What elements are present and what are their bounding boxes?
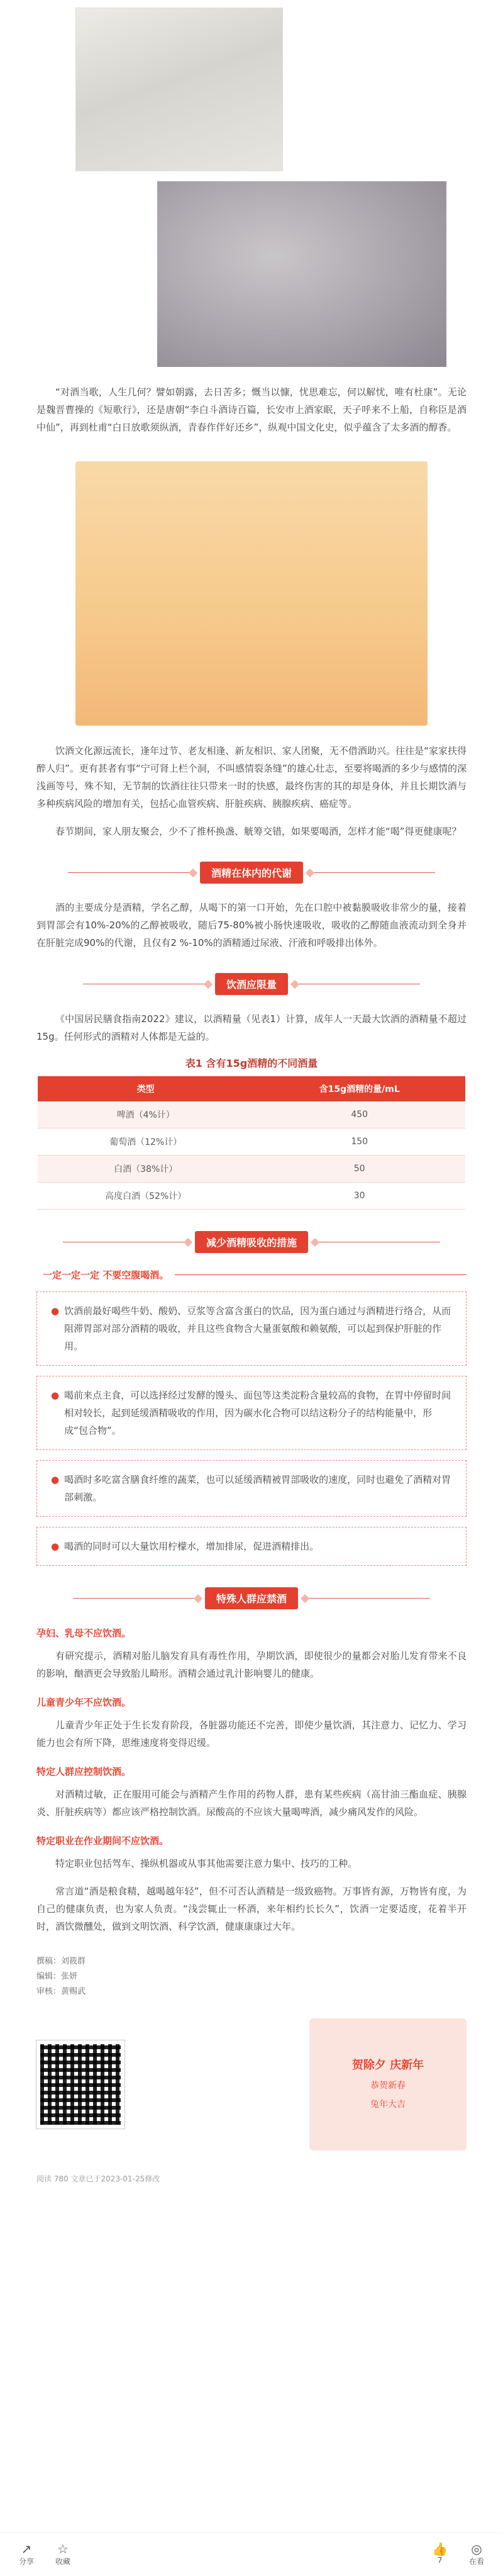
credit-line: 撰稿：刘筱群: [36, 1957, 86, 1966]
bottom-card: [36, 2018, 467, 2151]
action-group-right: [432, 2542, 484, 2567]
metabolism-text: 酒的主要成分是酒精，学名乙醇，从喝下的第一口开始，先在口腔中被黏膜吸收非常少的量，接着到胃部会有10%-20%的乙醇被吸收，随后75-80%被小肠快速吸收，吸收的乙醇随血液流动到全身并在肝脏完成90%的代谢，且仅有2 %-10%的酒精通过尿液、汗液和呼吸排出体外。: [36, 902, 467, 948]
special-text: 对酒精过敏，正在服用可能会与酒精产生作用的药物人群，患有某些疾病（高甘油三酯血症、胰腺炎、肝脏疾病等）都应该严格控制饮酒。尿酸高的不应该大量喝啤酒，减少痛风发作的风险。: [36, 1789, 467, 1818]
tip-text: 喝前来点主食，可以选择经过发酵的馒头、面包等这类淀粉含量较高的食物，在胃中停留时间相对较长，起到延缓酒精吸收的作用，因为碳水化合物可以结这粉分子的结构能量中，形成“包合物”。: [64, 1390, 451, 1436]
tip-text: 喝酒时多吃富含膳食纤维的蔬菜，也可以延缓酒精被胃部吸收的速度，同时也避免了酒精对胃部刺激。: [64, 1474, 451, 1503]
qr-code-image: [36, 2040, 124, 2129]
table-cell: 白酒（38%计）: [38, 1156, 253, 1183]
mini-title-text: 一定一定一定 不要空腹喝酒。: [43, 1269, 169, 1281]
table-cell: 啤酒（4%计）: [38, 1101, 253, 1128]
special-text: 特定职业包括驾车、操纵机器或从事其他需要注意力集中、技巧的工种。: [55, 1858, 358, 1869]
intro-paragraph-1: “对酒当歌，人生几何？譬如朝露，去日苦多；慨当以慷，忧思难忘，何以解忧，唯有杜康”。无论是魏晋曹操的《短歌行》，还是唐朝“李白斗酒诗百篇，长安市上酒家眠，天子呼来不上船，自称臣是酒中仙”，再到杜甫“白日放歌须纵酒，青春作伴好还乡”，纵观中国文化史，似乎蕴含了太多酒的醇香。: [36, 386, 467, 433]
table: [38, 1076, 465, 1210]
collect-label: 收藏: [55, 2557, 71, 2566]
greeting-line: 兔年大吉: [370, 2100, 406, 2110]
section-title-reduce: [0, 1231, 503, 1253]
bullet-icon: ●: [51, 1474, 60, 1485]
greeting-line: 恭贺新春: [370, 2081, 406, 2091]
divider: [175, 1274, 467, 1275]
closing-text: 常言道“酒是粮食精，越喝越年轻”，但不可否认酒精是一级致癌物。万事皆有源，万物皆有度，为自己的健康负责，也为家人负责。“浅尝辄止一杯酒，来年相约长长久”，饮酒一定要适度，花着半开时，酒饮微醺处，做到文明饮酒、科学饮酒，健康康康过大年。: [36, 1886, 467, 1932]
greeting-line: 贺除夕 庆新年: [351, 2059, 424, 2072]
table-header: 含15g酒精的量/mL: [253, 1076, 465, 1101]
star-icon: ☆: [57, 2541, 69, 2556]
article-meta: 阅读 780 文章已于2023-01-25修改: [36, 2174, 160, 2183]
table-cell: 50: [253, 1156, 465, 1183]
divider: [304, 1598, 430, 1599]
ink-painting-image-2: [157, 181, 446, 367]
bullet-icon: ●: [51, 1305, 60, 1317]
like-button[interactable]: [432, 2542, 448, 2567]
table-row: [38, 1183, 465, 1210]
list-item: [51, 1386, 452, 1439]
section-tag: 饮酒应限量: [215, 973, 288, 995]
section-title-limit: [0, 973, 503, 995]
credits: [0, 1954, 503, 1999]
table-caption: 表1 含有15g酒精的不同酒量: [185, 1057, 318, 1069]
reduce-mini-title-wrap: [0, 1268, 503, 1281]
reduce-mini-title: [36, 1268, 467, 1281]
table-cell: 450: [253, 1101, 465, 1128]
alcohol-table: [38, 1055, 465, 1210]
intro-paragraph-2: 饮酒文化源远流长，逢年过节、老友相逢、新友相识、家人团聚，无不借酒助兴。往往是“家家扶得醉人归”。更有甚者有事“宁可肾上栏个洞，不叫感情裂条缝”的雄心壮志，至要将喝酒的多少与感情的深浅画等号，殊不知，无节制的饮酒往往只带来一时的快感，最终伤害的其的却是身体，并且长期饮酒与多种疾病风险的增加有关，包括心血管疾病、肝脏疾病、胰腺疾病、癌症等。: [36, 745, 467, 809]
wow-label: 在看: [468, 2557, 484, 2566]
reduce-tips-box: [36, 1460, 467, 1517]
intro-section-2: [0, 742, 503, 840]
eye-icon: ◎: [471, 2541, 482, 2556]
intro-paragraph-3: 春节期间，家人朋友聚会，少不了推杯换盏、觥筹交错，如果要喝酒，怎样才能“喝”得更健康呢？: [55, 826, 462, 837]
reduce-tips-box: [36, 1527, 467, 1566]
special-subtitle: 特定职业在作业期间不应饮酒。: [36, 1835, 169, 1847]
table-cell: 30: [253, 1183, 465, 1210]
credit-line: 审核：黄赐武: [36, 1987, 86, 1996]
section-tag: 酒精在体内的代谢: [200, 862, 303, 884]
table-row: [38, 1156, 465, 1183]
thumbs-up-icon: 👍: [432, 2541, 448, 2556]
list-item: [51, 1471, 452, 1506]
table-header: 类型: [38, 1076, 253, 1101]
special-subtitle: 儿童青少年不应饮酒。: [36, 1697, 131, 1708]
section-tag: 特殊人群应禁酒: [205, 1587, 298, 1609]
table-row: [38, 1101, 465, 1128]
special-text: 有研究提示，酒精对胎儿脑发育具有毒性作用，孕期饮酒，即使很少的量都会对胎儿发育带来不良的影响，酗酒更会导致胎儿畸形。酒精会通过乳汁影响婴儿的健康。: [36, 1650, 467, 1679]
bottom-action-bar: [0, 2532, 503, 2576]
ink-painting-image-1: [75, 8, 283, 171]
reduce-tips-box: [36, 1376, 467, 1450]
tip-text: 喝酒的同时可以大量饮用柠檬水，增加排尿，促进酒精排出。: [64, 1541, 319, 1552]
share-label: 分享: [19, 2557, 35, 2566]
limit-text: 《中国居民膳食指南2022》建议，以酒精量（见表1）计算，成年人一天最大饮酒的酒精量不超过15g。任何形式的酒精对人体都是无益的。: [36, 1013, 467, 1042]
limit-section: [0, 1010, 503, 1045]
table-cell: 150: [253, 1128, 465, 1156]
divider: [68, 872, 194, 873]
special-section: [0, 1624, 503, 1935]
divider: [73, 1598, 199, 1599]
share-button[interactable]: [19, 2542, 34, 2567]
divider: [309, 872, 435, 873]
credit-line: 编辑：张妍: [36, 1972, 78, 1981]
table-cell: 高度白酒（52%计）: [38, 1183, 253, 1210]
section-title-metabolism: [0, 862, 503, 884]
metabolism-section: [0, 899, 503, 952]
like-count: 7: [437, 2556, 443, 2565]
section-title-special: [0, 1587, 503, 1609]
list-item: [51, 1302, 452, 1355]
share-icon: ↗: [21, 2541, 32, 2556]
wow-button[interactable]: [469, 2542, 484, 2567]
section-tag: 减少酒精吸收的措施: [195, 1231, 308, 1253]
action-group-left: [19, 2542, 70, 2567]
family-dinner-illustration: [75, 461, 428, 726]
table-cell: 葡萄酒（12%计）: [38, 1128, 253, 1156]
collect-button[interactable]: [55, 2542, 70, 2567]
new-year-greeting: [309, 2018, 467, 2151]
table-row: [38, 1128, 465, 1156]
intro-section: [0, 383, 503, 436]
bullet-icon: ●: [51, 1390, 60, 1401]
table-header-row: [38, 1076, 465, 1101]
reduce-tips-box: [36, 1291, 467, 1366]
special-subtitle: 孕妇、乳母不应饮酒。: [36, 1628, 131, 1639]
tip-text: 饮酒前最好喝些牛奶、酸奶、豆浆等含富含蛋白的饮品，因为蛋白通过与酒精进行络合，从而阻滞胃部对部分酒精的吸收，并且这些食物含大量蛋氨酸和赖氨酸，可以起到保护肝脏的作用。: [64, 1305, 451, 1352]
list-item: [51, 1538, 452, 1555]
bullet-icon: ●: [51, 1541, 60, 1552]
special-text: 儿童青少年正处于生长发育阶段，各脏器功能还不完善，即使少量饮酒，其注意力、记忆力、学习能力也会有所下降，思维速度将变得迟缓。: [36, 1719, 467, 1748]
special-subtitle: 特定人群应控制饮酒。: [36, 1766, 131, 1777]
